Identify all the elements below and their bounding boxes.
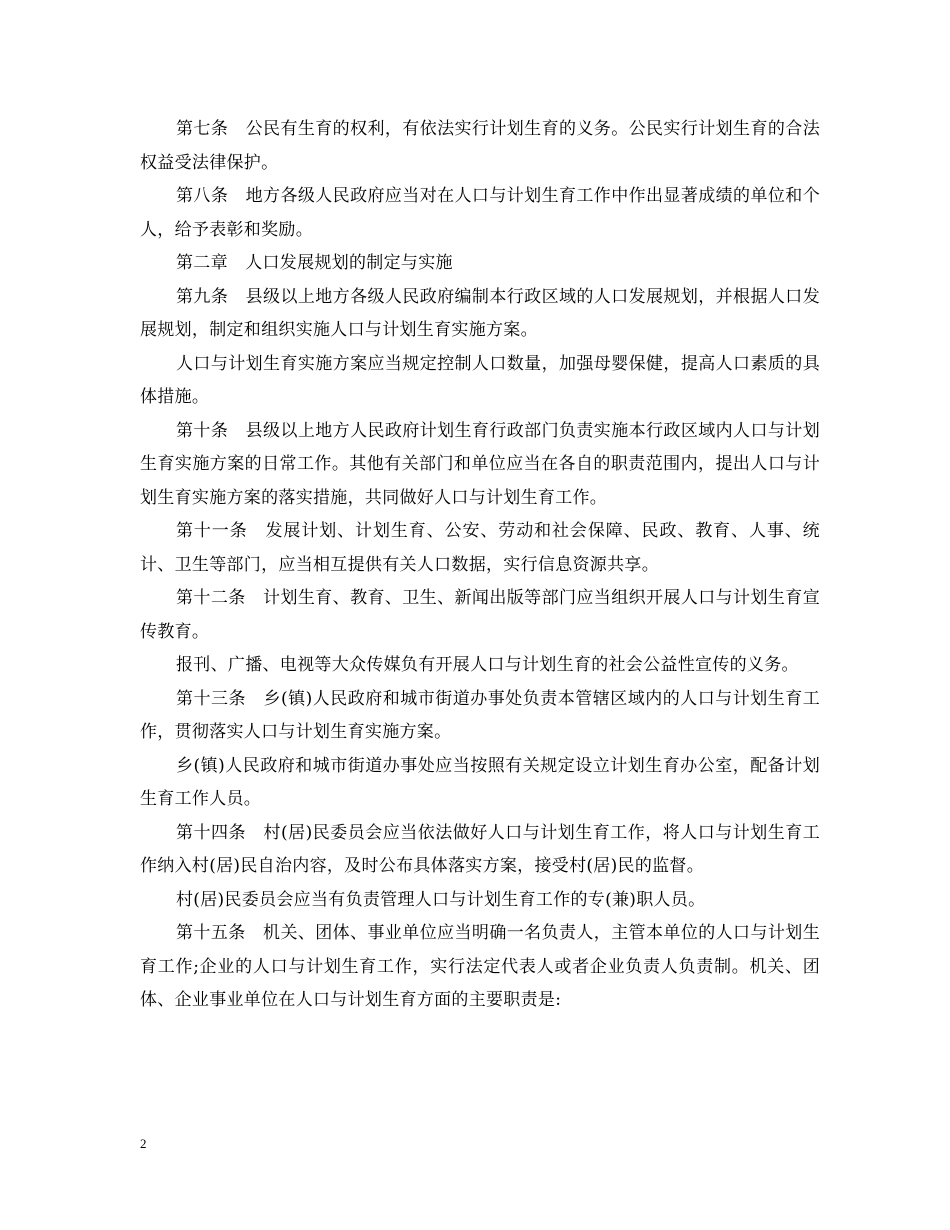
paragraph-article-10: 第十条 县级以上地方人民政府计划生育行政部门负责实施本行政区域内人口与计划生育实施方案的日常工作。其他有关部门和单位应当在各自的职责范围内，提出人口与计划生育实施方案的落实措施，共同做好人口与计划生育工作。 [140,420,820,508]
paragraph-article-12: 第十二条 计划生育、教育、卫生、新闻出版等部门应当组织开展人口与计划生育宣传教育。 [140,588,820,642]
paragraph-article-8: 第八条 地方各级人民政府应当对在人口与计划生育工作中作出显著成绩的单位和个人，给予表彰和奖励。 [140,186,820,240]
paragraph-article-11: 第十一条 发展计划、计划生育、公安、劳动和社会保障、民政、教育、人事、统计、卫生等部门，应当相互提供有关人口数据，实行信息资源共享。 [140,521,820,575]
paragraph-article-13-cont: 乡(镇)人民政府和城市街道办事处应当按照有关规定设立计划生育办公室，配备计划生育工作人员。 [140,755,820,809]
paragraph-article-9-cont: 人口与计划生育实施方案应当规定控制人口数量，加强母婴保健，提高人口素质的具体措施。 [140,353,820,407]
paragraph-article-15: 第十五条 机关、团体、事业单位应当明确一名负责人，主管本单位的人口与计划生育工作;企业的人口与计划生育工作，实行法定代表人或者企业负责人负责制。机关、团体、企业事业单位在人口与计划生育方面的主要职责是: [140,923,820,1010]
paragraph-article-7: 第七条 公民有生育的权利，有依法实行计划生育的义务。公民实行计划生育的合法权益受法律保护。 [140,119,820,173]
paragraph-article-14-cont: 村(居)民委员会应当有负责管理人口与计划生育工作的专(兼)职人员。 [176,889,706,910]
paragraph-article-12-cont: 报刊、广播、电视等大众传媒负有开展人口与计划生育的社会公益性宣传的义务。 [176,655,799,675]
chapter-heading: 第二章 人口发展规划的制定与实施 [176,253,453,273]
paragraph-article-9: 第九条 县级以上地方各级人民政府编制本行政区域的人口发展规划，并根据人口发展规划，制定和组织实施人口与计划生育实施方案。 [140,286,820,340]
paragraph-article-14: 第十四条 村(居)民委员会应当依法做好人口与计划生育工作，将人口与计划生育工作纳入村(居)民自治内容，及时公布具体落实方案，接受村(居)民的监督。 [140,822,820,876]
page-number: 2 [140,1136,147,1151]
document-body [140,113,820,1018]
paragraph-article-13: 第十三条 乡(镇)人民政府和城市街道办事处负责本管辖区域内的人口与计划生育工作，贯彻落实人口与计划生育实施方案。 [140,688,820,742]
